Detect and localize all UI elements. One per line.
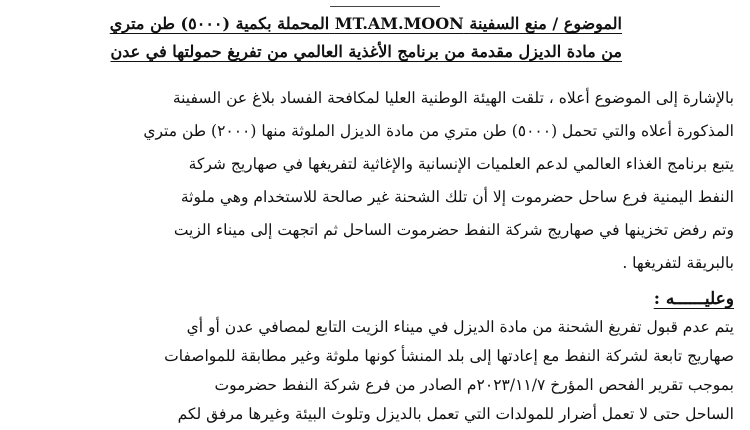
decision-paragraph <box>16 313 734 429</box>
subject-line-2: من مادة الديزل مقدمة من برنامج الأغذية العالمي من تفريغ حمولتها في عدن <box>110 42 622 61</box>
intro-line: بالإشارة إلى الموضوع أعلاه ، تلقت الهيئة الوطنية العليا لمكافحة الفساد بلاغ عن السفينة <box>172 89 734 107</box>
intro-line: وتم رفض تخزينها في صهاريج شركة النفط حضرموت الساحل ثم اتجهت إلى ميناء الزيت <box>173 221 734 239</box>
subject-prefix: الموضوع / منع السفينة <box>469 14 622 33</box>
top-edge-line <box>330 0 440 7</box>
subject-line-1 <box>109 10 622 38</box>
intro-line: المذكورة أعلاه والتي تحمل (٥٠٠٠) طن متري من مادة الديزل الملوثة منها (٢٠٠٠) طن متري <box>143 122 734 140</box>
intro-line: النفط اليمنية فرع ساحل حضرموت إلا أن تلك الشحنة غير صالحة للاستخدام وهي ملوثة <box>180 188 734 206</box>
intro-line: بالبريقة لتفريغها . <box>622 254 734 272</box>
decision-line: يتم عدم قبول تفريغ الشحنة من مادة الديزل في ميناء الزيت التابع لمصافي عدن أو أي <box>186 318 734 336</box>
section-heading: وعليــــــه : <box>653 289 734 309</box>
vessel-name: MT.AM.MOON <box>334 14 464 33</box>
subject-heading <box>109 10 622 66</box>
subject-suffix: المحملة بكمية (٥٠٠٠) طن متري <box>109 14 330 33</box>
decision-line: صهاريج تابعة لشركة النفط مع إعادتها إلى بلد المنشأ كونها ملوثة وغير مطابقة للمواصفات <box>164 347 734 365</box>
intro-line: يتبع برنامج الغذاء العالمي لدعم العلميات الإنسانية والإغاثية لتفريغها في صهاريج شركة <box>188 155 734 173</box>
decision-line: الساحل حتى لا تعمل أضرار للمولدات التي تعمل بالديزل وتلوث البيئة وغيرها مرفق لكم <box>177 405 734 423</box>
intro-paragraph <box>16 82 734 280</box>
decision-line: بموجب تقرير الفحص المؤرخ ٢٠٢٣/١١/٧م الصادر من فرع شركة النفط حضرموت <box>214 376 734 394</box>
